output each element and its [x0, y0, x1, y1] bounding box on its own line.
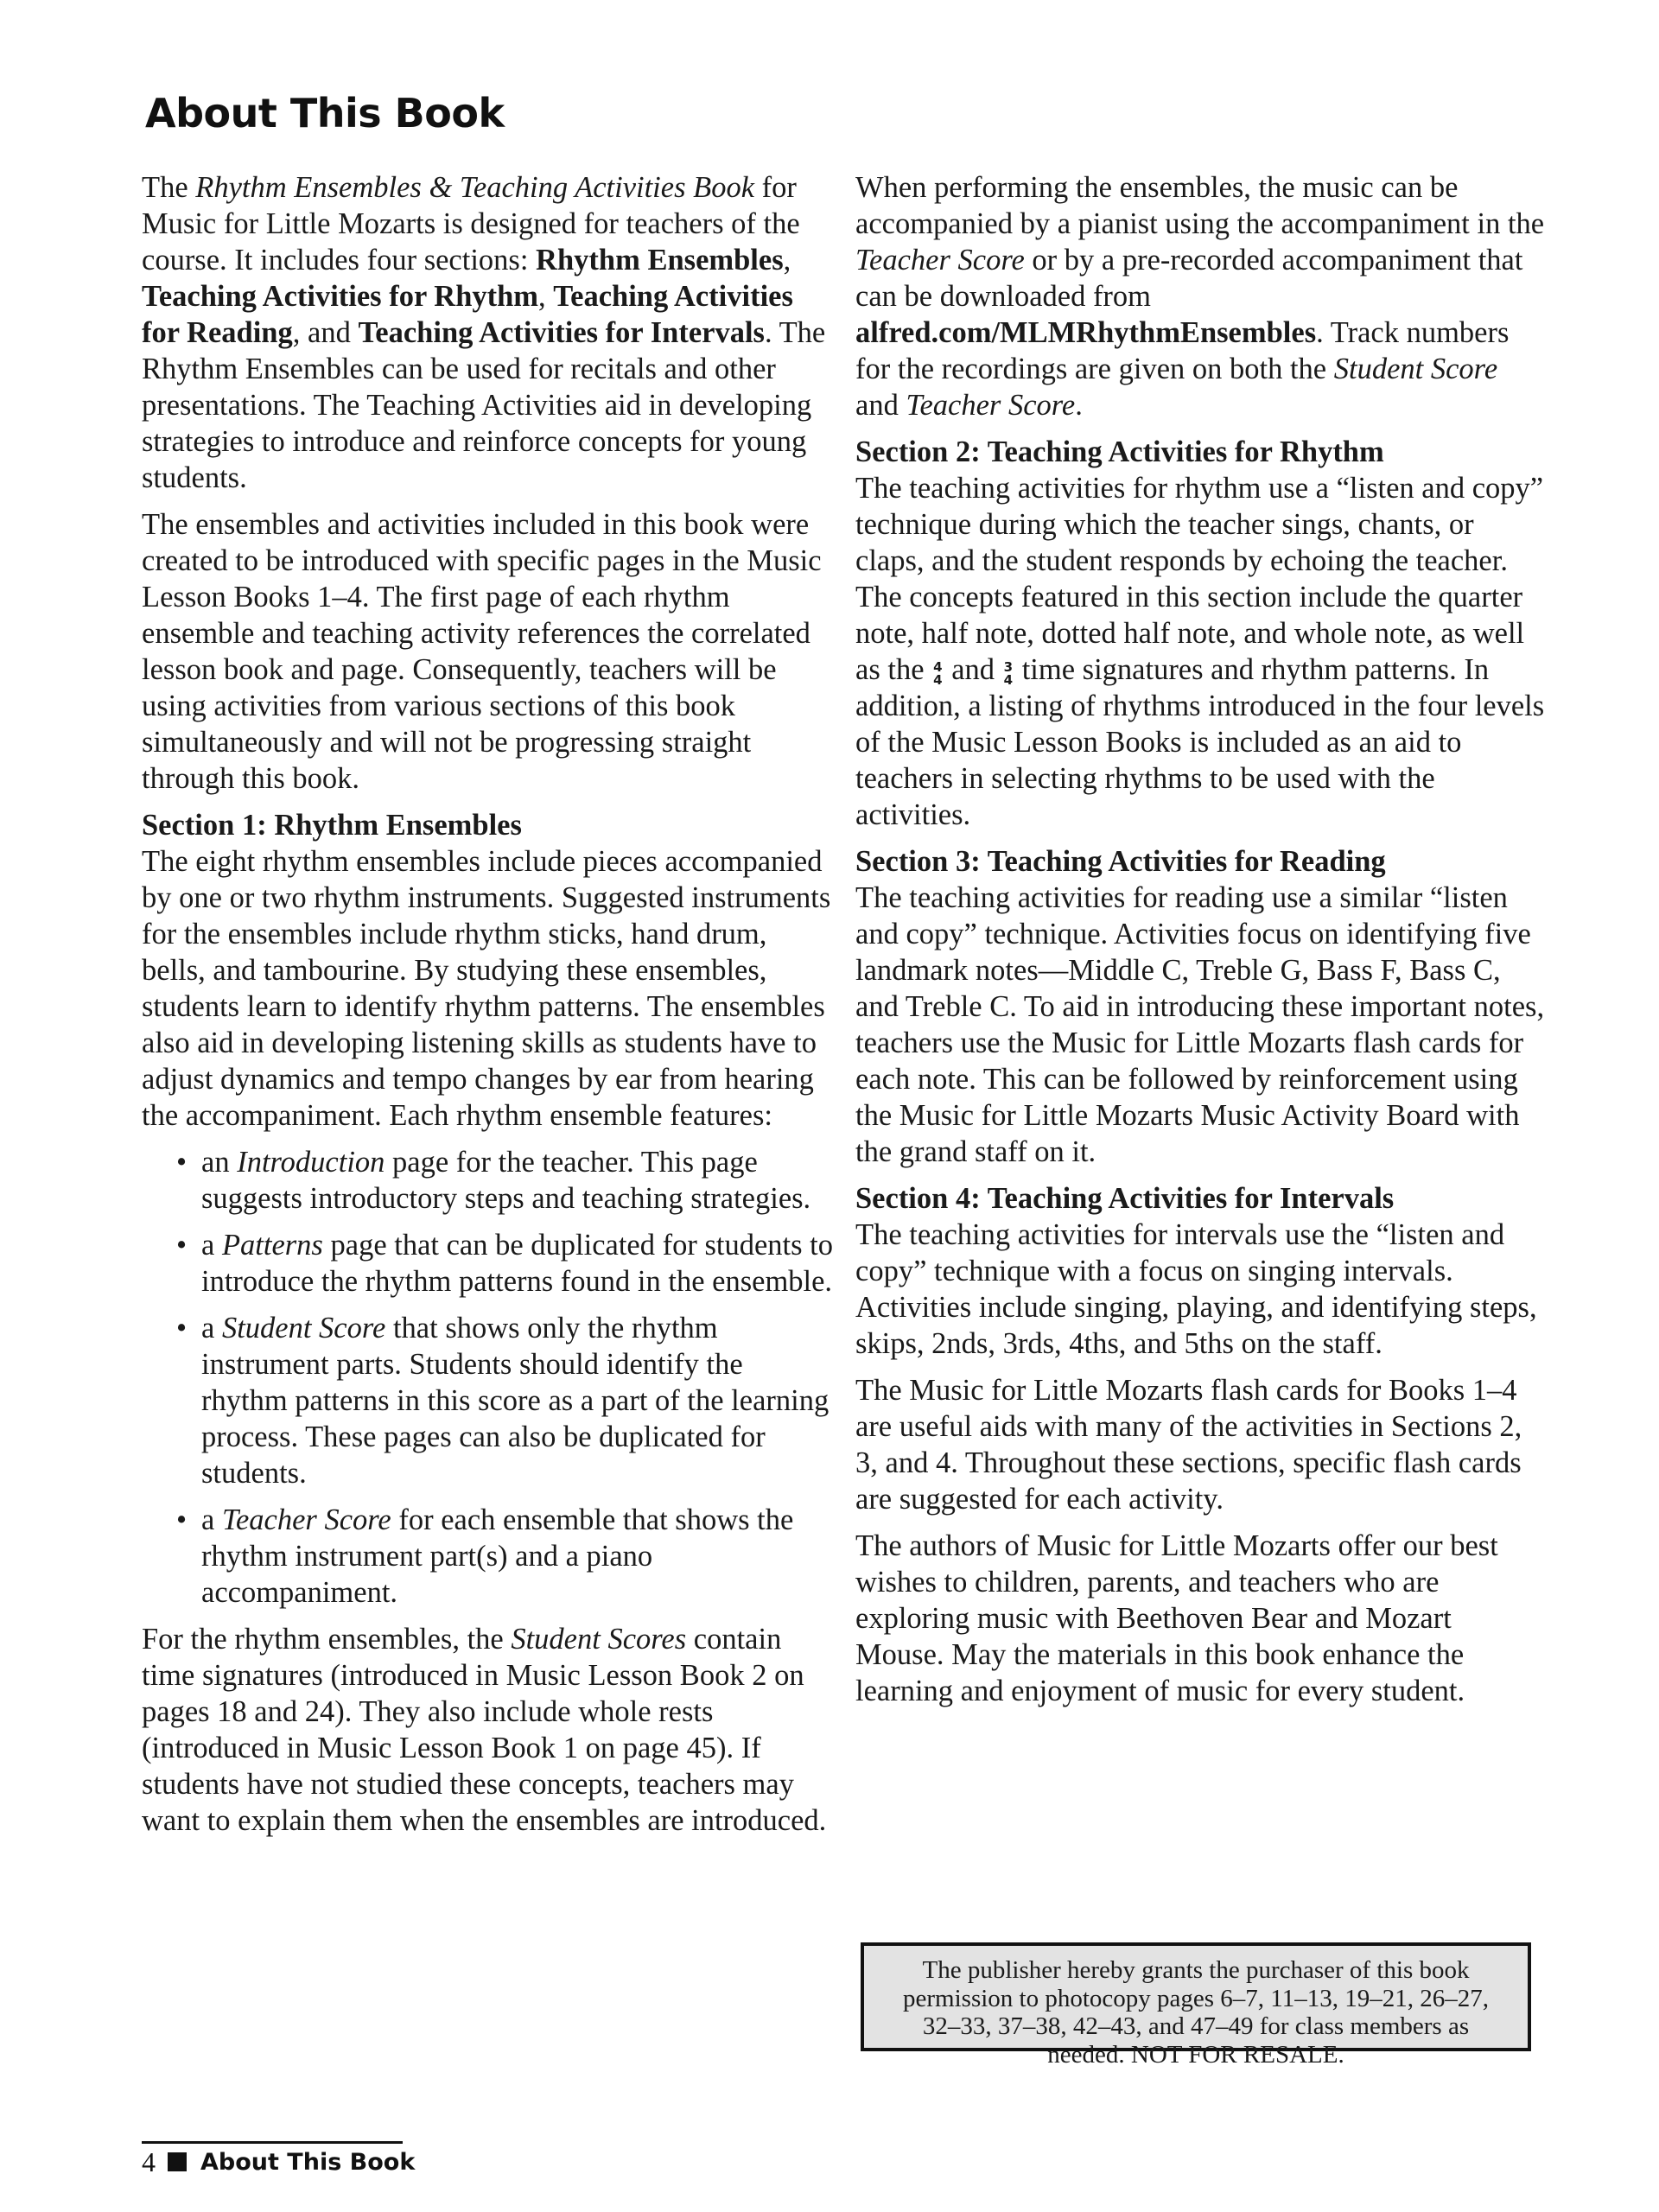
section-4-heading: Section 4: Teaching Activities for Intervals: [855, 1182, 1395, 1215]
section-3-body: The teaching activities for reading use a similar “listen and copy” technique. Activities focus on identifying five landmark notes—Middle C, Treble G, Bass F, Bass C, and Treble C. To aid in introducing these important notes, teachers use the Music for Little Mozarts flash cards for each note. This can be followed by reinforcement using the Music for Little Mozarts Music Activity Board with the grand staff on it.: [855, 881, 1545, 1168]
square-icon: [168, 2152, 187, 2171]
text-run: . The Rhythm Ensembles can be used for recitals and other presentations. The Teaching Activities aid in developing strategies to introduce and reinforce concepts for young students.: [142, 316, 826, 494]
bullet-icon: •: [176, 1146, 188, 1179]
italic-term: Teacher Score: [221, 1503, 391, 1536]
section-1-body: The eight rhythm ensembles include pieces accompanied by one or two rhythm instruments. Suggested instruments for the ensembles include rhythm sticks, hand drum, bells, and tambourine. By studying these ensembles, students learn to identify rhythm patterns. The ensembles also aid in developing listening skills as students have to adjust dynamics and tempo changes by ear from hearing the accompaniment. Each rhythm ensemble features:: [142, 845, 831, 1132]
italic-term: Patterns: [221, 1229, 323, 1262]
right-column: [855, 169, 1547, 1719]
text-run: and: [944, 653, 1002, 686]
text-run: contain time signatures (introduced in Music Lesson Book 2 on pages 18 and 24). They also include whole rests (introduced in Music Lesson Book 1 on page 45). If students have not studied these concepts, teachers may want to explain them when the ensembles are introduced.: [142, 1623, 827, 1837]
text-run: The teaching activities for rhythm use a “listen and copy” technique during which the teacher sings, chants, or claps, and the student responds by echoing the teacher. The concepts featured in this section include the quarter note, half note, dotted half note, and whole note, as well as the: [855, 472, 1544, 686]
page-number: 4: [142, 2145, 156, 2177]
text-run: time signatures and rhythm patterns. In addition, a listing of rhythms introduced in the four levels of the Music Lesson Books is included as an aid to teachers in selecting rhythms to be used with the activities.: [855, 653, 1545, 831]
text-run: a: [201, 1503, 222, 1536]
text-run: for Music for Little Mozarts is designed for teachers of the course. It includes four sections:: [142, 171, 800, 276]
text-run: For the rhythm ensembles, the: [142, 1623, 512, 1656]
time-signature-bottom: 4: [1003, 672, 1014, 688]
section-name-bold: Teaching Activities for Intervals: [358, 316, 765, 349]
left-column: [142, 169, 833, 1849]
text-run: an: [201, 1146, 238, 1179]
list-item: [176, 1502, 833, 1611]
intro-paragraph: [142, 169, 833, 496]
section-name-bold: Rhythm Ensembles: [536, 244, 784, 276]
best-wishes-paragraph: The authors of Music for Little Mozarts offer our best wishes to children, parents, and teachers who are exploring music with Beethoven Bear and Mozart Mouse. May the materials in this book enhance the learning and enjoyment of music for every student.: [855, 1529, 1498, 1707]
italic-term: Teacher Score: [855, 244, 1025, 276]
section-name-bold: Teaching Activities for Rhythm: [142, 280, 539, 313]
text-run: that shows only the rhythm instrument parts. Students should identify the rhythm patterns in this score as a part of the learning process. These pages can also be duplicated for students.: [201, 1312, 830, 1490]
time-signature-4-4: [933, 661, 942, 687]
italic-term: Student Score: [221, 1312, 386, 1344]
time-signature-top: 4: [933, 659, 943, 675]
scores-paragraph: [142, 1621, 833, 1839]
features-list: [142, 1144, 833, 1611]
bullet-icon: •: [176, 1229, 188, 1262]
section-2-heading: Section 2: Teaching Activities for Rhythm: [855, 435, 1384, 468]
text-run: The: [142, 171, 196, 204]
text-run: ,: [538, 280, 554, 313]
text-run: , and: [292, 316, 359, 349]
page-title: About This Book: [145, 90, 505, 137]
text-run: for each ensemble that shows the rhythm instrument part(s) and a piano accompaniment.: [201, 1503, 794, 1609]
italic-term: Student Scores: [511, 1623, 687, 1656]
section-name-bold: Teaching Activities for Reading: [142, 280, 793, 349]
page-footer: [142, 2143, 415, 2181]
section-3-heading: Section 3: Teaching Activities for Reading: [855, 845, 1386, 878]
text-run: .: [1075, 389, 1083, 422]
bullet-icon: •: [176, 1312, 188, 1344]
text-run: ,: [783, 244, 791, 276]
text-run: page that can be duplicated for students to introduce the rhythm patterns found in the ensemble.: [201, 1229, 834, 1298]
text-run: or by a pre-recorded accompaniment that can be downloaded from: [855, 244, 1523, 313]
list-item: [176, 1144, 833, 1217]
list-item: [176, 1310, 833, 1491]
list-item: [176, 1227, 833, 1300]
photocopy-permission-notice: The publisher hereby grants the purchaser of this book permission to photocopy pages 6–7, 11–13, 19–21, 26–27, 32–33, 37–38, 42–43, and 47–49 for class members as needed. NOT FOR RESALE.: [861, 1942, 1531, 2051]
section-4-body: The teaching activities for intervals use the “listen and copy” technique with a focus on singing intervals. Activities include singing, playing, and identifying steps, skips, 2nds, 3rds, 4ths, and 5ths on the staff.: [855, 1218, 1537, 1360]
text-run: and: [855, 389, 906, 422]
bullet-icon: •: [176, 1503, 188, 1536]
flash-cards-paragraph: The Music for Little Mozarts flash cards for Books 1–4 are useful aids with many of the activities in Sections 2, 3, and 4. Throughout these sections, specific flash cards are suggested for each activity.: [855, 1374, 1522, 1516]
text-run: . Track numbers for the recordings are given on both the: [855, 316, 1510, 385]
time-signature-bottom: 4: [933, 672, 943, 688]
text-run: a: [201, 1229, 222, 1262]
italic-term: Student Score: [1333, 353, 1498, 385]
download-url: alfred.com/MLMRhythmEnsembles: [855, 316, 1317, 349]
performing-paragraph: [855, 169, 1547, 423]
section-1-heading: Section 1: Rhythm Ensembles: [142, 809, 522, 842]
time-signature-3-4: [1004, 661, 1013, 687]
ensembles-paragraph: The ensembles and activities included in this book were created to be introduced with specific pages in the Music Lesson Books 1–4. The first page of each rhythm ensemble and teaching activity references the correlated lesson book and page. Consequently, teachers will be using activities from various sections of this book simultaneously and will not be progressing straight through this book.: [142, 508, 822, 795]
text-run: When performing the ensembles, the music can be accompanied by a pianist using the accompaniment in the: [855, 171, 1545, 240]
italic-term: Introduction: [237, 1146, 385, 1179]
italic-term: Teacher Score: [906, 389, 1076, 422]
text-run: a: [201, 1312, 222, 1344]
book-title-italic: Rhythm Ensembles & Teaching Activities Book: [195, 171, 755, 204]
text-run: page for the teacher. This page suggests introductory steps and teaching strategies.: [201, 1146, 811, 1215]
footer-title: About This Book: [200, 2148, 416, 2176]
time-signature-top: 3: [1003, 659, 1014, 675]
section-2-body: [855, 470, 1547, 833]
